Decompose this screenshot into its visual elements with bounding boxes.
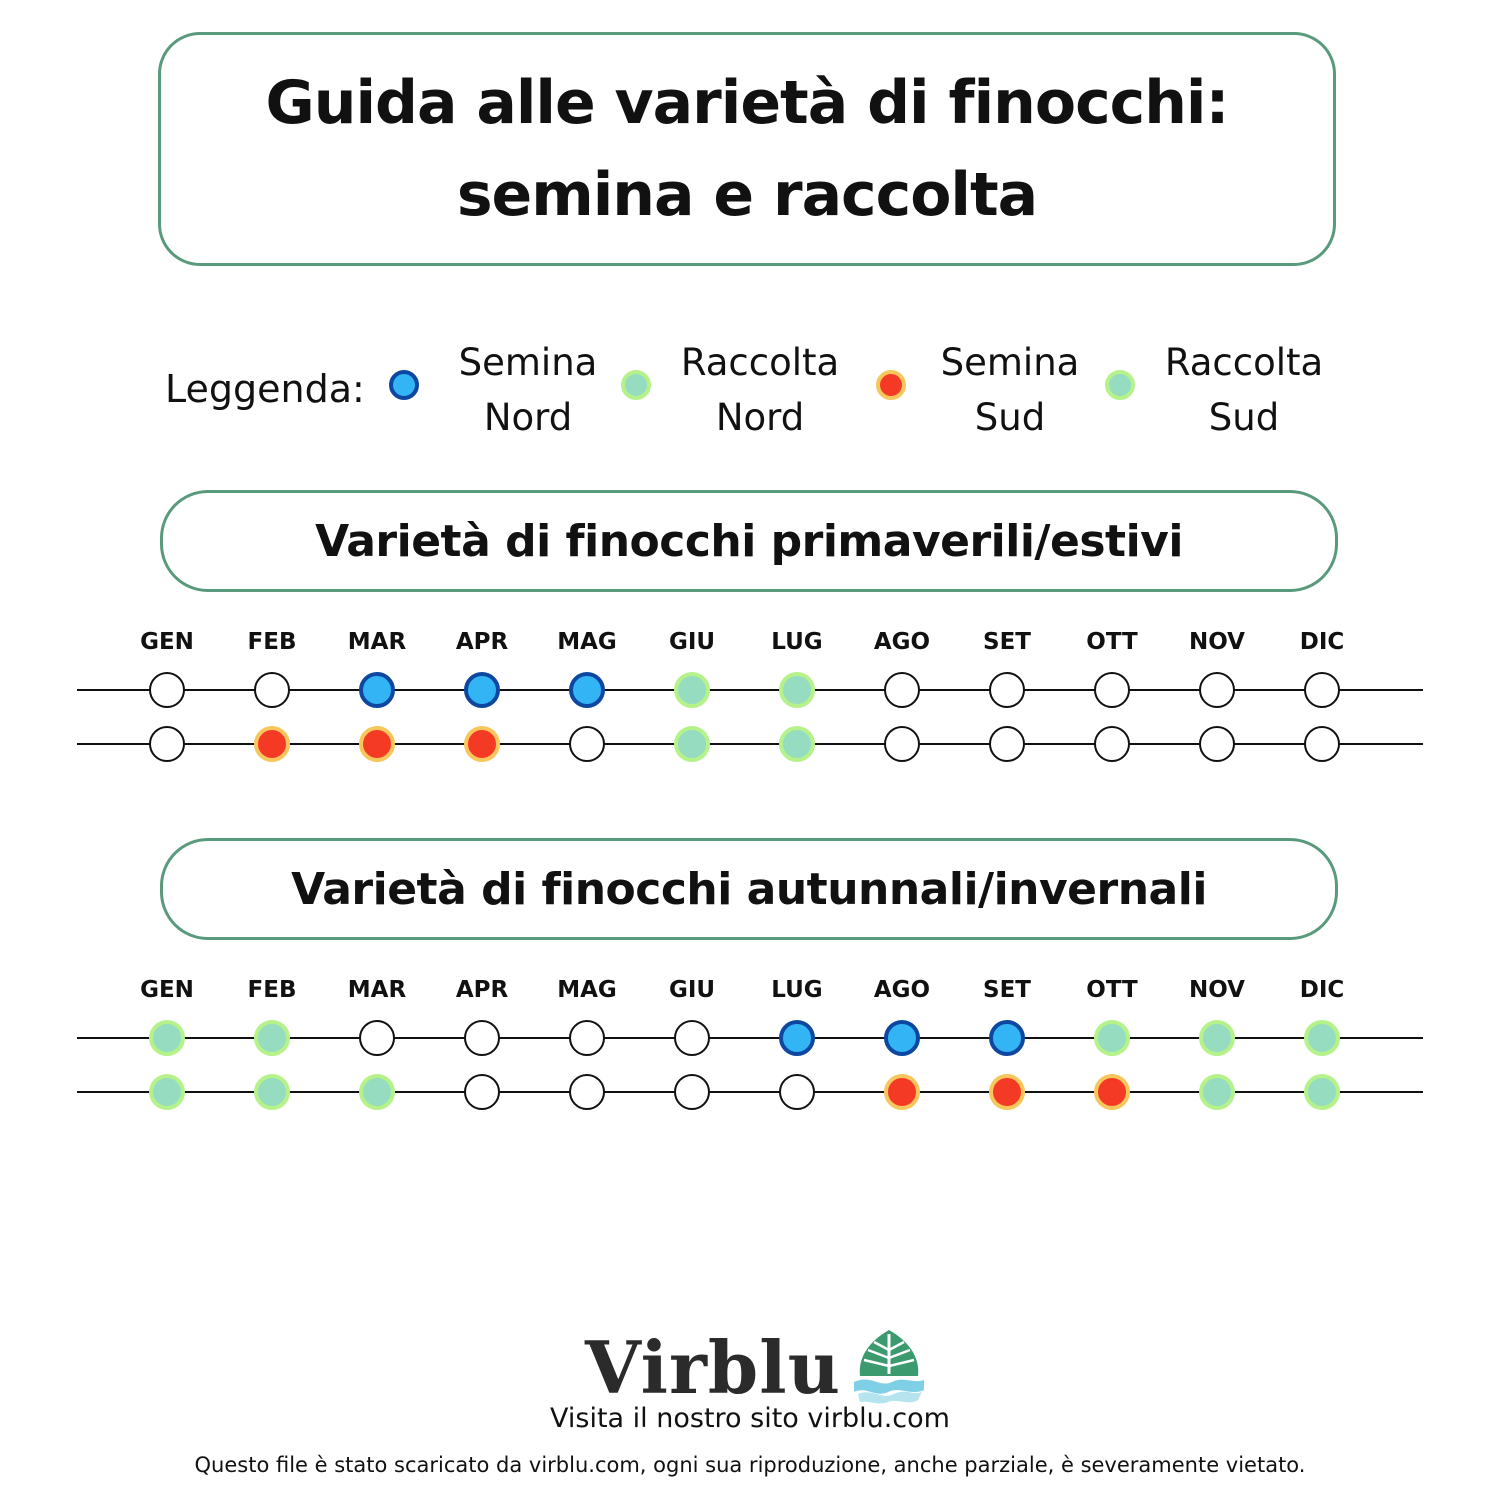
month-dot-dic-raccolta-nord (1306, 1022, 1338, 1054)
month-dot-apr-semina-nord (466, 674, 498, 706)
month-label-ott: OTT (1086, 977, 1138, 1003)
month-dot-nov-empty (1200, 727, 1234, 761)
legend-dot-raccolta-nord (621, 370, 651, 400)
month-dot-ott-semina-sud (1096, 1076, 1128, 1108)
month-label-ott: OTT (1086, 629, 1138, 655)
month-label-nov: NOV (1189, 977, 1245, 1003)
month-dot-giu-raccolta-sud (676, 728, 708, 760)
legend-dot-raccolta-sud (1105, 370, 1135, 400)
section-box-autumn-winter (160, 838, 1338, 940)
leaf-wave-logo-icon (850, 1328, 928, 1408)
month-label-set: SET (983, 977, 1031, 1003)
month-label-lug: LUG (771, 629, 823, 655)
legend-text (665, 335, 855, 445)
month-dot-nov-raccolta-nord (1201, 1022, 1233, 1054)
month-dot-feb-empty (255, 673, 289, 707)
logo-wordmark: Virblu (585, 1325, 841, 1410)
legend-dot-semina-sud (876, 370, 906, 400)
month-dot-nov-empty (1200, 673, 1234, 707)
month-dot-giu-raccolta-nord (676, 674, 708, 706)
month-dot-apr-empty (465, 1021, 499, 1055)
page-title-line1: Guida alle varietà di finocchi: (265, 68, 1229, 138)
month-dot-feb-raccolta-sud (256, 1076, 288, 1108)
page-title (266, 57, 1229, 241)
legend-text-line2: Nord (483, 396, 573, 439)
month-dot-ago-semina-sud (886, 1076, 918, 1108)
title-box (158, 32, 1336, 266)
month-dot-mar-raccolta-sud (361, 1076, 393, 1108)
month-dot-mar-semina-sud (361, 728, 393, 760)
month-dot-mag-empty (570, 727, 604, 761)
month-dot-lug-raccolta-nord (781, 674, 813, 706)
legend-text-line2: Sud (974, 396, 1046, 439)
month-dot-lug-empty (780, 1075, 814, 1109)
legend-text (1149, 335, 1339, 445)
legend-text-line1: Raccolta (1164, 341, 1324, 384)
month-dot-gen-empty (150, 673, 184, 707)
month-dot-dic-empty (1305, 727, 1339, 761)
month-dot-ago-semina-nord (886, 1022, 918, 1054)
month-label-mag: MAG (557, 977, 617, 1003)
month-dot-giu-empty (675, 1075, 709, 1109)
month-dot-nov-raccolta-sud (1201, 1076, 1233, 1108)
month-label-lug: LUG (771, 977, 823, 1003)
month-dot-gen-raccolta-nord (151, 1022, 183, 1054)
month-label-giu: GIU (668, 977, 716, 1003)
section-box-spring-summer (160, 490, 1338, 592)
section-title: Varietà di finocchi primaverili/estivi (315, 515, 1183, 567)
legend-text-line1: Semina (458, 341, 598, 384)
month-dot-gen-raccolta-sud (151, 1076, 183, 1108)
month-label-feb: FEB (247, 977, 297, 1003)
month-dot-lug-semina-nord (781, 1022, 813, 1054)
month-label-dic: DIC (1299, 629, 1345, 655)
month-label-ago: AGO (873, 629, 931, 655)
month-dot-apr-semina-sud (466, 728, 498, 760)
month-label-mar: MAR (347, 629, 407, 655)
month-label-nov: NOV (1189, 629, 1245, 655)
month-dot-set-semina-nord (991, 1022, 1023, 1054)
legend-dot-semina-nord (389, 370, 419, 400)
month-dot-ago-empty (885, 727, 919, 761)
legend-label: Leggenda: (165, 367, 365, 411)
month-dot-ott-raccolta-nord (1096, 1022, 1128, 1054)
legend-text-line1: Raccolta (680, 341, 840, 384)
site-link-text: Visita il nostro sito virblu.com (550, 1403, 950, 1434)
virblu-logo (585, 1325, 930, 1410)
month-label-apr: APR (455, 977, 509, 1003)
month-dot-apr-empty (465, 1075, 499, 1109)
legend-text (433, 335, 623, 445)
disclaimer-text: Questo file è stato scaricato da virblu.com, ogni sua riproduzione, anche parziale, è severamente vietato. (194, 1453, 1306, 1477)
month-label-gen: GEN (140, 629, 194, 655)
month-label-ago: AGO (873, 977, 931, 1003)
month-label-apr: APR (455, 629, 509, 655)
month-dot-ago-empty (885, 673, 919, 707)
month-label-mar: MAR (347, 977, 407, 1003)
timeline-spring-summer (0, 615, 1500, 785)
legend-text (920, 335, 1100, 445)
month-dot-dic-raccolta-sud (1306, 1076, 1338, 1108)
month-label-giu: GIU (668, 629, 716, 655)
month-dot-giu-empty (675, 1021, 709, 1055)
month-dot-set-semina-sud (991, 1076, 1023, 1108)
month-dot-mar-semina-nord (361, 674, 393, 706)
month-dot-set-empty (990, 727, 1024, 761)
legend-text-line2: Sud (1208, 396, 1280, 439)
month-label-set: SET (983, 629, 1031, 655)
legend-text-line2: Nord (715, 396, 805, 439)
month-label-feb: FEB (247, 629, 297, 655)
month-dot-gen-empty (150, 727, 184, 761)
month-dot-mag-empty (570, 1021, 604, 1055)
month-dot-feb-raccolta-nord (256, 1022, 288, 1054)
month-dot-set-empty (990, 673, 1024, 707)
month-label-mag: MAG (557, 629, 617, 655)
page-title-line2: semina e raccolta (456, 160, 1038, 230)
month-dot-mag-empty (570, 1075, 604, 1109)
month-dot-ott-empty (1095, 727, 1129, 761)
timeline-autumn-winter (0, 963, 1500, 1133)
month-label-gen: GEN (140, 977, 194, 1003)
month-dot-dic-empty (1305, 673, 1339, 707)
legend-text-line1: Semina (940, 341, 1080, 384)
month-dot-mag-semina-nord (571, 674, 603, 706)
month-dot-feb-semina-sud (256, 728, 288, 760)
month-label-dic: DIC (1299, 977, 1345, 1003)
month-dot-mar-empty (360, 1021, 394, 1055)
month-dot-ott-empty (1095, 673, 1129, 707)
section-title: Varietà di finocchi autunnali/invernali (291, 863, 1207, 915)
month-dot-lug-raccolta-sud (781, 728, 813, 760)
legend (165, 335, 1345, 445)
